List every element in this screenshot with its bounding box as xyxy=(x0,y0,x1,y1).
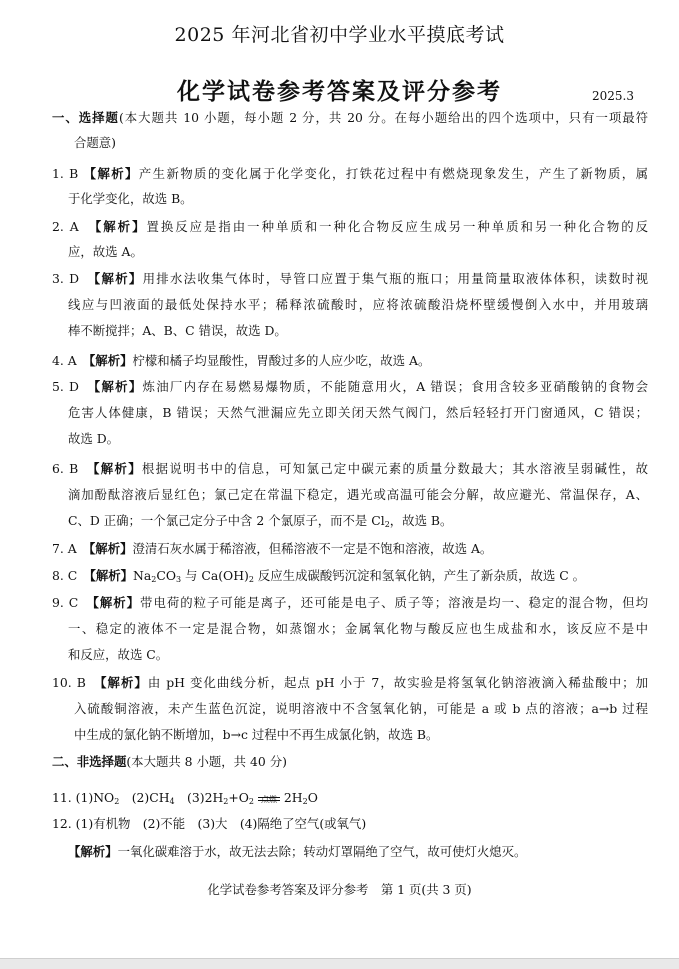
answer-q1 xyxy=(52,165,648,183)
answer-q2 xyxy=(52,218,648,236)
section-1-title: 一、选择题 xyxy=(52,110,119,125)
answer-q7-text: 澄清石灰水属于稀溶液，但稀溶液不一定是不饱和溶液，故选 A。 xyxy=(132,541,493,556)
analysis-tag: 【解析】 xyxy=(94,271,143,286)
section-2-description: (本大题共 8 小题，共 40 分) xyxy=(126,754,287,769)
analysis-tag: 【解析】 xyxy=(89,541,133,556)
section-1-description: (本大题共 10 小题，每小题 2 分，共 20 分。在每小题给出的四个选项中，只有一项最符 xyxy=(118,110,649,125)
answer-q2-choice: 2. A xyxy=(52,219,79,234)
answer-q10-text: 由 pH 变化曲线分析，起点 pH 小于 7，故实验是将氢氧化钠溶液滴入稀盐酸中；加 xyxy=(147,675,648,690)
answer-q9-text-cont: 一、稳定的液体不一定是混合物，如蒸馏水；金属氧化物与酸反应也生成盐和水，该反应不是中 xyxy=(68,621,648,636)
answer-q3-text-cont: 线应与凹液面的最低处保持水平；稀释浓硫酸时，应将浓硫酸沿烧杯壁缓慢倒入水中，并用玻璃 xyxy=(68,297,648,312)
answer-q5-text-cont: 故选 D。 xyxy=(68,431,120,446)
section-2-header xyxy=(52,753,648,771)
reaction-condition-label: 点燃 xyxy=(260,795,277,804)
answer-q1-choice: 1. B xyxy=(52,166,79,181)
answer-q6-choice: 6. B xyxy=(52,461,79,476)
answer-q4 xyxy=(52,352,648,370)
answer-q6-text: 根据说明书中的信息，可知氯己定中碳元素的质量分数最大；其水溶液呈弱碱性，故 xyxy=(141,461,649,476)
answer-q3-choice: 3. D xyxy=(52,271,79,286)
answer-q9-text-cont: 和反应，故选 C。 xyxy=(68,647,169,662)
answer-q5-choice: 5. D xyxy=(52,379,79,394)
answer-q5 xyxy=(52,378,648,396)
viewer-bottom-edge xyxy=(0,958,679,969)
analysis-tag: 【解析】 xyxy=(83,166,139,181)
document-title: 化学试卷参考答案及评分参考 xyxy=(177,79,502,105)
answer-q6-text-cont: C、D 正确；一个氯己定分子中含 2 个氯原子，而不是 $Cl_2$，故选 B。 xyxy=(68,513,453,529)
answer-q1-text: 产生新物质的变化属于化学变化，打铁花过程中有燃烧现象发生，产生了新物质，属 xyxy=(138,166,649,181)
answer-q6-text-cont: 滴加酚酞溶液后显红色；氯己定在常温下稳定，遇光或高温可能会分解，故应避光、常温保存，A、 xyxy=(68,487,648,502)
analysis-tag: 【解析】 xyxy=(93,379,143,394)
answer-q5-text: 炼油厂内存在易燃易爆物质，不能随意用火，A 错误；食用含较多亚硝酸钠的食物会 xyxy=(142,379,649,394)
answer-q3-text: 用排水法收集气体时，导管口应置于集气瓶的瓶口；用量筒量取液体体积，读数时视 xyxy=(142,271,648,286)
answer-q10-choice: 10. B xyxy=(52,675,86,690)
answer-q9 xyxy=(52,594,648,612)
section-1-header xyxy=(52,109,648,127)
answer-q8-choice: 8. C xyxy=(52,568,78,583)
answer-q12: 12. (1)有机物 (2)不能 (3)大 (4)隔绝了空气(或氧气) xyxy=(52,816,367,831)
answer-q11: 11. $(1)NO_2$ $(2)CH_4$ $(3)2H_2+O_2$ 点燃 $2H_2O$ xyxy=(52,789,648,807)
answer-q12-analysis: 【解析】一氧化碳难溶于水，故无法去除；转动灯罩隔绝了空气，故可使灯火熄灭。 xyxy=(68,844,527,859)
answer-q10 xyxy=(52,674,648,692)
answer-q5-text-cont: 危害人体健康，B 错误；天然气泄漏应先立即关闭天然气阀门，然后轻轻打开门窗通风，C 错误； xyxy=(68,405,648,420)
answer-q10-text-cont: 中生成的氯化钠不断增加，b→c 过程中不再生成氯化钠，故选 B。 xyxy=(74,727,439,742)
answer-q3 xyxy=(52,270,648,288)
analysis-tag: 【解析】 xyxy=(92,595,141,610)
document-date: 2025.3 xyxy=(592,89,634,103)
analysis-tag: 【解析】 xyxy=(89,568,134,583)
answer-q2-text: 置换反应是指由一种单质和一种化合物反应生成另一种单质和另一种化合物的反 xyxy=(146,219,649,234)
exam-title: 2025 年河北省初中学业水平摸底考试 xyxy=(174,24,505,46)
answer-q4-choice: 4. A xyxy=(52,353,77,368)
analysis-tag: 【解析】 xyxy=(95,219,147,234)
answer-q10-text-cont: 入硫酸铜溶液，未产生蓝色沉淀，说明溶液中不含氢氧化钠，可能是 a 或 b 点的溶液；a→b 过程 xyxy=(74,701,648,716)
answer-q7 xyxy=(52,540,648,558)
answer-q6 xyxy=(52,460,648,478)
answer-q8: 8. C 【解析】$Na_2CO_3$ 与 $Ca(OH)_2$ 反应生成碳酸钙沉淀和氢氧化钠，产生了新杂质，故选 C 。 xyxy=(52,568,586,584)
section-2-title: 二、非选择题 xyxy=(52,754,127,769)
answer-q3-text-cont: 棒不断搅拌；A、B、C 错误，故选 D。 xyxy=(68,323,287,338)
answer-q9-choice: 9. C xyxy=(52,595,79,610)
analysis-tag: 【解析】 xyxy=(100,675,148,690)
answer-q9-text: 带电荷的粒子可能是离子，还可能是电子、质子等；溶液是均一、稳定的混合物，但均 xyxy=(140,595,649,610)
analysis-tag: 【解析】 xyxy=(89,353,133,368)
page-footer: 化学试卷参考答案及评分参考 第 1 页(共 3 页) xyxy=(207,882,472,897)
analysis-tag: 【解析】 xyxy=(68,844,118,859)
section-1-description-cont: 合题意) xyxy=(74,135,117,150)
answer-q7-choice: 7. A xyxy=(52,541,77,556)
analysis-tag: 【解析】 xyxy=(93,461,142,476)
answer-q2-text-cont: 应，故选 A。 xyxy=(68,244,143,259)
answer-q1-text-cont: 于化学变化，故选 B。 xyxy=(68,191,193,206)
answer-q4-text: 柠檬和橘子均显酸性，胃酸过多的人应少吃，故选 A。 xyxy=(132,353,431,368)
